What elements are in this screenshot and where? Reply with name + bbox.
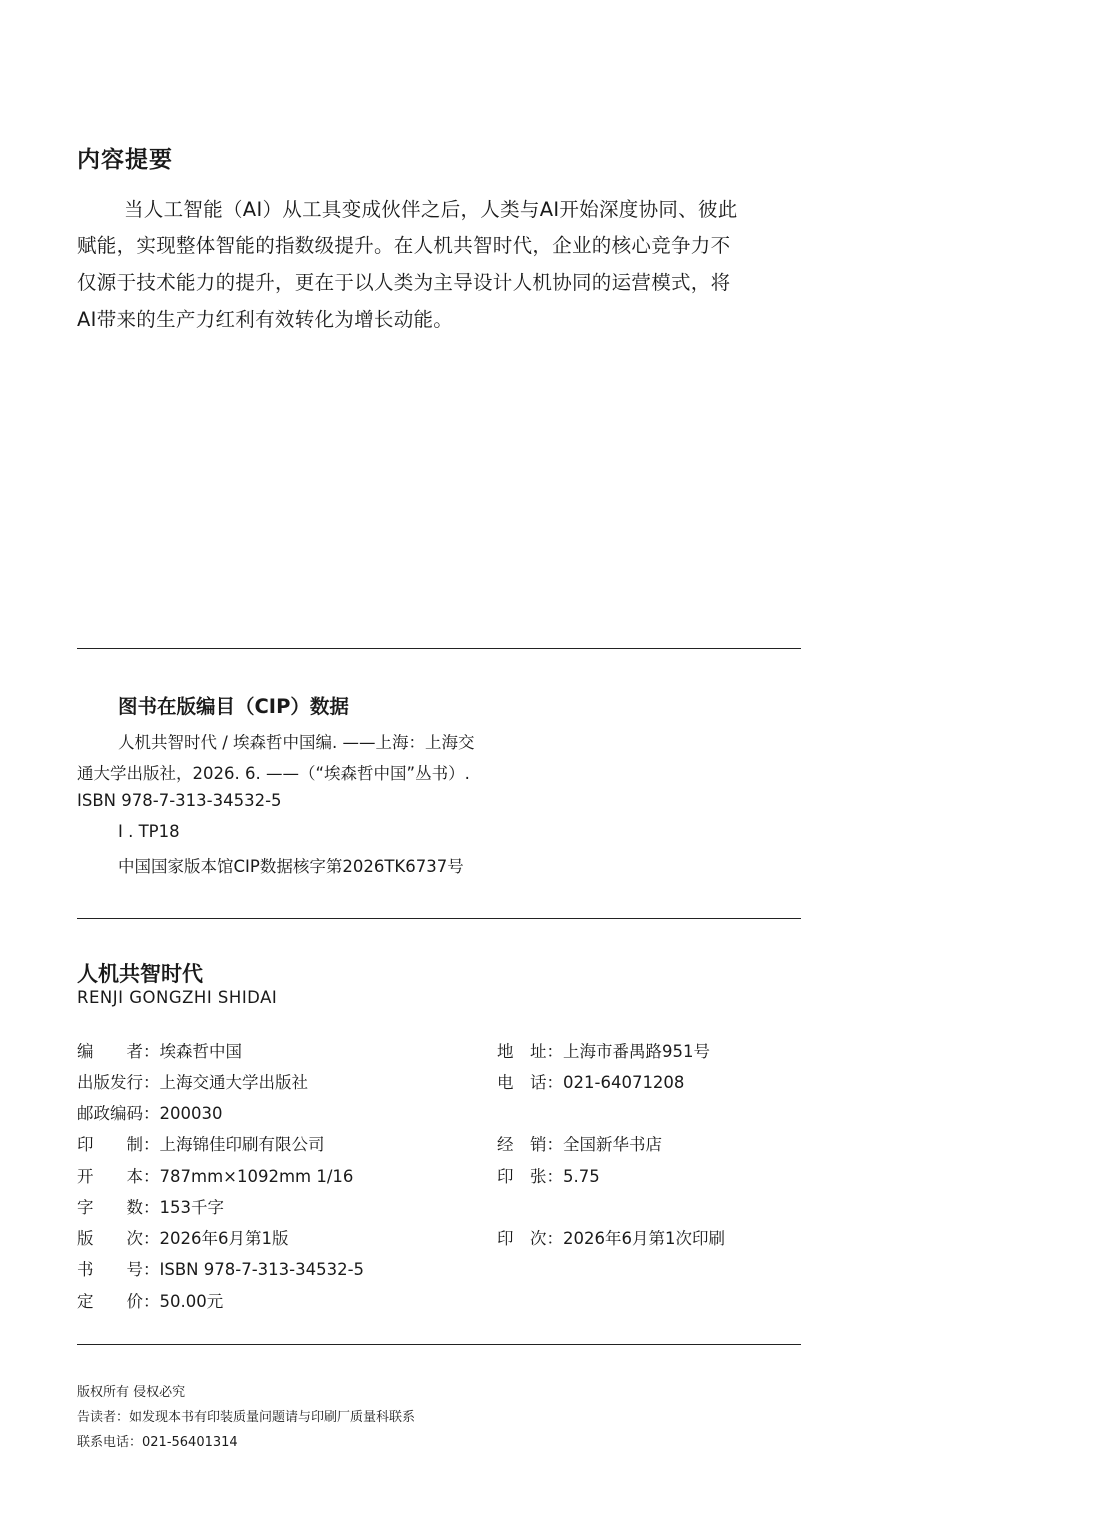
info-row-printing	[497, 1225, 725, 1249]
info-value: 153千字	[159, 1198, 224, 1217]
info-row-postcode	[77, 1100, 223, 1124]
cip-line-1: 人机共智时代 / 埃森哲中国编. ——上海：上海交	[118, 733, 475, 752]
cip-title: 图书在版编目（CIP）数据	[118, 695, 349, 718]
info-label: 印 次：	[497, 1229, 563, 1248]
info-label: 经 销：	[497, 1135, 563, 1154]
divider-3	[77, 1344, 801, 1345]
info-row-printsheets	[497, 1163, 600, 1187]
info-label: 版 次：	[77, 1229, 160, 1248]
info-row-printer	[77, 1131, 325, 1155]
info-value: 全国新华书店	[563, 1135, 662, 1154]
info-label: 电 话：	[497, 1073, 563, 1092]
info-value: 上海锦佳印刷有限公司	[159, 1135, 325, 1154]
info-label: 定 价：	[77, 1292, 160, 1311]
info-row-distributor	[497, 1131, 662, 1155]
info-label: 印 制：	[77, 1135, 160, 1154]
info-row-isbn	[77, 1256, 364, 1280]
info-row-edition	[77, 1225, 289, 1249]
abstract-line-4: AI带来的生产力红利有效转化为增长动能。	[77, 308, 454, 331]
info-label: 邮政编码：	[77, 1104, 160, 1123]
abstract-heading: 内容提要	[77, 147, 173, 173]
info-value: 埃森哲中国	[159, 1042, 242, 1061]
info-value: 上海市番禺路951号	[563, 1042, 710, 1061]
info-label: 印 张：	[497, 1167, 563, 1186]
divider-1	[77, 648, 801, 649]
cip-line-4: I . TP18	[118, 822, 180, 841]
info-value: 2026年6月第1次印刷	[563, 1229, 725, 1248]
cip-line-2: 通大学出版社，2026. 6. ——（“埃森哲中国”丛书）.	[77, 764, 470, 783]
info-value: 787mm×1092mm 1/16	[159, 1167, 354, 1186]
info-value: 50.00元	[159, 1292, 224, 1311]
info-row-wordcount	[77, 1194, 224, 1218]
info-value: 上海交通大学出版社	[159, 1073, 308, 1092]
info-value: 200030	[159, 1104, 223, 1123]
abstract-line-2: 赋能，实现整体智能的指数级提升。在人机共智时代，企业的核心竞争力不	[77, 234, 731, 257]
info-value: 2026年6月第1版	[159, 1229, 289, 1248]
info-row-address	[497, 1038, 710, 1062]
cip-line-3: ISBN 978-7-313-34532-5	[77, 791, 282, 810]
info-row-publisher	[77, 1069, 308, 1093]
info-label: 书 号：	[77, 1260, 160, 1279]
info-row-price	[77, 1288, 223, 1312]
info-label: 开 本：	[77, 1167, 160, 1186]
divider-2	[77, 918, 801, 919]
info-label: 编 者：	[77, 1042, 160, 1061]
info-row-format	[77, 1163, 353, 1187]
book-title: 人机共智时代	[77, 962, 203, 986]
info-value: 021-64071208	[563, 1073, 685, 1092]
reader-notice: 告读者：如发现本书有印装质量问题请与印刷厂质量科联系	[77, 1410, 416, 1425]
info-value: 5.75	[563, 1167, 600, 1186]
book-pinyin: RENJI GONGZHI SHIDAI	[77, 988, 278, 1007]
copyright-notice: 版权所有 侵权必究	[77, 1385, 186, 1400]
abstract-line-3: 仅源于技术能力的提升，更在于以人类为主导设计人机协同的运营模式，将	[77, 271, 731, 294]
abstract-line-1: 当人工智能（AI）从工具变成伙伴之后，人类与AI开始深度协同、彼此	[124, 198, 738, 221]
info-value: ISBN 978-7-313-34532-5	[159, 1260, 365, 1279]
info-row-telephone	[497, 1069, 684, 1093]
info-label: 出版发行：	[77, 1073, 160, 1092]
info-label: 字 数：	[77, 1198, 160, 1217]
info-row-editor	[77, 1038, 242, 1062]
info-label: 地 址：	[497, 1042, 563, 1061]
cip-line-5: 中国国家版本馆CIP数据核字第2026TK6737号	[118, 857, 464, 876]
contact-phone: 联系电话：021-56401314	[77, 1435, 238, 1450]
